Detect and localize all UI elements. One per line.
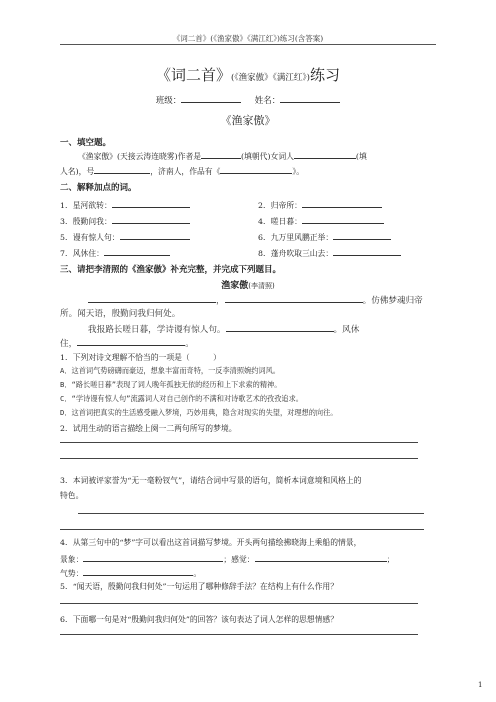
title-sub: (《渔家傲》《满江红》) [231, 73, 310, 83]
s2-text-c: 》。 [292, 167, 305, 176]
running-header: 《词二首》(《渔家傲》《满江红》)练习(含答案) [172, 34, 324, 43]
poem-text-end: 。风休 [333, 325, 360, 335]
q4-label: 。 [193, 569, 202, 578]
word-label: 6．九万里风鹏正举： [258, 233, 334, 242]
s1-text-b: (填朝代)女词人 [241, 152, 294, 161]
question-3-cont: 特色。 [60, 491, 84, 500]
header-divider [60, 44, 436, 45]
question-5: 5．“闻天语，殷勤问我归何处”一句运用了哪种修辞手法？在结构上有什么作用？ [60, 582, 339, 591]
page-number: 1 [478, 681, 483, 689]
word-label: 4．嗟日暮： [258, 217, 302, 226]
class-label: 班级： [155, 96, 182, 106]
q4-blank[interactable] [255, 552, 387, 562]
word-blank[interactable] [112, 214, 190, 224]
hao-blank[interactable] [94, 164, 150, 174]
poem-line-4 [60, 336, 194, 349]
q4-label: 景象： [60, 555, 84, 564]
poem-blank-2[interactable] [225, 293, 363, 303]
poem-text: 住， [60, 339, 78, 349]
poem-name: 渔家傲 [221, 281, 249, 291]
word-label: 5．谩有惊人句： [60, 233, 120, 242]
q4-blank[interactable] [83, 552, 223, 562]
word-item-5 [60, 230, 190, 243]
word-blank[interactable] [333, 246, 401, 256]
question-4-line3 [60, 566, 201, 579]
word-blank[interactable] [120, 230, 190, 240]
class-name-line [0, 93, 496, 106]
answer-line[interactable] [78, 513, 424, 514]
poem-line-2: 所。闻天语，殷勤问我归何处。 [60, 309, 181, 319]
poem-line-1 [88, 293, 423, 306]
s1-text-c: (填 [355, 152, 367, 161]
author-blank[interactable] [201, 149, 241, 159]
word-item-3 [60, 214, 190, 227]
section2-heading: 二、解释加点的词。 [60, 183, 137, 193]
word-label: 7．风休住： [60, 249, 104, 258]
page-title [0, 64, 496, 85]
poem-line-3 [88, 322, 359, 335]
answer-line[interactable] [60, 529, 424, 530]
word-label: 8．蓬舟吹取三山去： [258, 249, 334, 258]
poem-section-title: 《渔家傲》 [220, 114, 276, 127]
word-blank[interactable] [104, 246, 170, 256]
answer-line[interactable] [60, 442, 418, 443]
class-field[interactable] [181, 93, 241, 103]
poem-comma: ， [216, 296, 225, 306]
answer-line[interactable] [60, 603, 418, 604]
poem-blank-1[interactable] [88, 293, 216, 303]
word-blank[interactable] [112, 198, 190, 208]
name-field[interactable] [280, 93, 340, 103]
word-label: 3．殷勤问我： [60, 217, 112, 226]
s2-text-a: 人名)，号 [60, 167, 95, 176]
poem-text-end: 。 [185, 339, 194, 349]
option-c: C．“学诗谩有惊人句”流露词人对自己创作的不满和对诗歌艺术的孜孜追求。 [60, 394, 303, 403]
title-main: 《词二首》 [156, 66, 232, 84]
question-6: 6．下面哪一句是对“殷勤问我归何处”的回答？该句表达了词人怎样的思想情感？ [60, 615, 339, 624]
word-label: 1．星河欲转： [60, 201, 112, 210]
q4-label: ；感觉： [223, 555, 255, 564]
dynasty-blank[interactable] [294, 149, 356, 159]
word-label: 2．归帝所： [258, 201, 302, 210]
option-d: D．这首词把真实的生活感受融入梦境，巧妙用典，隐含对现实的失望，对理想的向往。 [60, 408, 338, 417]
section1-line1 [78, 149, 367, 163]
answer-line[interactable] [60, 634, 418, 635]
section3-heading: 三、请把李清照的《渔家傲》补充完整，并完成下列题目。 [60, 265, 282, 275]
word-item-8 [258, 246, 401, 259]
title-tail: 练习 [309, 66, 340, 84]
option-b: B．“路长嗟日暮”表现了词人晚年孤独无依的经历和上下求索的精神。 [60, 380, 282, 389]
question-4-line2 [60, 552, 394, 565]
q4-blank[interactable] [83, 566, 193, 576]
q4-label: ； [386, 555, 395, 564]
question-2: 2．试用生动的语言描绘上阕一二两句所写的梦境。 [60, 424, 237, 433]
option-a: A．这首词气势磅礴而豪迈，想象丰富而奇特，一反李清照婉约词风。 [60, 366, 280, 375]
question-3: 3．本词被评家誉为“无一毫粉钗气”，请结合词中写景的语句，简析本词意境和风格上的 [60, 476, 362, 485]
word-blank[interactable] [302, 198, 382, 208]
question-1: 1．下列对诗文理解不恰当的一项是（ ） [60, 353, 221, 362]
poem-text: 。仿佛梦魂归帝 [362, 296, 423, 306]
poem-blank-4[interactable] [77, 336, 185, 346]
question-4: 4．从第三句中的“梦”字可以看出这首词描写梦境。开头两句描绘拂晓海上乘船的情景， [60, 538, 362, 547]
section1-heading: 一、填空题。 [60, 138, 112, 148]
answer-line[interactable] [60, 458, 418, 459]
word-item-7 [60, 246, 170, 259]
word-item-4 [258, 214, 384, 227]
poem-author: (李清照) [248, 282, 275, 290]
poem-heading [0, 278, 496, 291]
name-label: 姓名： [254, 96, 281, 106]
s1-text-a: 《渔家傲》(天接云涛连晓雾)作者是 [78, 152, 202, 161]
word-item-6 [258, 230, 391, 243]
word-item-1 [60, 198, 190, 211]
works-blank[interactable] [220, 164, 292, 174]
q4-label: 气势： [60, 569, 84, 578]
word-blank[interactable] [333, 230, 391, 240]
poem-text: 我报路长嗟日暮，学诗谩有惊人句。 [88, 325, 226, 335]
word-blank[interactable] [302, 214, 384, 224]
section1-line2 [60, 164, 304, 178]
poem-blank-3[interactable] [226, 322, 334, 332]
s2-text-b: ，济南人，作品有《 [150, 167, 221, 176]
word-item-2 [258, 198, 382, 211]
